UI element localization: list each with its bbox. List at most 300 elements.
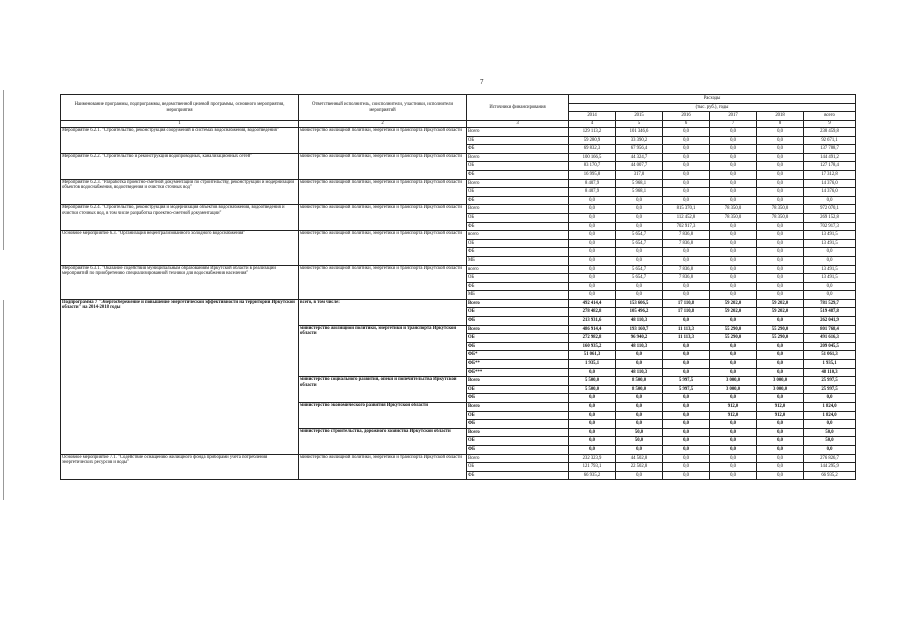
- value-cell: 213 931,6: [569, 317, 616, 326]
- value-cell: 92 671,1: [804, 136, 856, 145]
- value-cell: 0,0: [757, 463, 804, 472]
- value-cell: 262 041,9: [804, 317, 856, 326]
- table-row: [61, 265, 856, 274]
- value-cell: 78 350,0: [710, 213, 757, 222]
- value-cell: 50,0: [804, 437, 856, 446]
- value-cell: 912,0: [710, 411, 757, 420]
- activity-name: Мероприятие 6.3.1. "Оказание содействия муниципальным образованиям Иркутской области в реализации мероприятий по приобретению специализированной техники для водоснабжения населения": [61, 265, 299, 299]
- value-cell: 193 160,7: [616, 325, 663, 334]
- column-number: 4: [569, 121, 616, 128]
- value-cell: 7 836,8: [663, 231, 710, 240]
- value-cell: 8 500,0: [616, 385, 663, 394]
- value-cell: 272 982,8: [569, 334, 616, 343]
- value-cell: 78 350,0: [710, 205, 757, 214]
- value-cell: 0,0: [757, 136, 804, 145]
- value-cell: 317,0: [616, 170, 663, 179]
- value-cell: 69 832,3: [569, 145, 616, 154]
- value-cell: 486 914,4: [569, 325, 616, 334]
- executor-name: министерство жилищной политики, энергетики и транспорта Иркутской области: [299, 205, 467, 231]
- source-cell: всего: [467, 265, 569, 274]
- value-cell: 3 000,0: [757, 385, 804, 394]
- executor-name: министерство жилищной политики, энергетики и транспорта Иркутской области: [299, 325, 467, 377]
- value-cell: 55 290,0: [757, 325, 804, 334]
- value-cell: 0,0: [710, 153, 757, 162]
- value-cell: 0,0: [710, 196, 757, 205]
- value-cell: 0,0: [710, 463, 757, 472]
- value-cell: 0,0: [616, 291, 663, 300]
- value-cell: 0,0: [757, 274, 804, 283]
- value-cell: 781 529,7: [804, 299, 856, 308]
- value-cell: 0,0: [663, 248, 710, 257]
- value-cell: 0,0: [757, 248, 804, 257]
- value-cell: 1 824,0: [804, 403, 856, 412]
- value-cell: 7 836,8: [663, 265, 710, 274]
- value-cell: 0,0: [710, 231, 757, 240]
- source-cell: ФБ: [467, 471, 569, 480]
- value-cell: 14 376,0: [804, 179, 856, 188]
- value-cell: 0,0: [710, 317, 757, 326]
- value-cell: 0,0: [569, 256, 616, 265]
- value-cell: 33 390,2: [616, 136, 663, 145]
- value-cell: 0,0: [757, 291, 804, 300]
- value-cell: 278 482,8: [569, 308, 616, 317]
- executor-name: министерство жилищной политики, энергетики и транспорта Иркутской области: [299, 128, 467, 154]
- value-cell: 96 940,2: [616, 334, 663, 343]
- header-source: Источники финансирования: [467, 95, 569, 121]
- value-cell: 0,0: [663, 463, 710, 472]
- value-cell: 0,0: [710, 360, 757, 369]
- value-cell: 5 997,5: [663, 385, 710, 394]
- value-cell: 78 350,0: [757, 205, 804, 214]
- value-cell: 0,0: [616, 222, 663, 231]
- value-cell: 0,0: [663, 291, 710, 300]
- value-cell: 0,0: [663, 153, 710, 162]
- source-cell: ОБ: [467, 437, 569, 446]
- value-cell: 0,0: [710, 170, 757, 179]
- value-cell: 14 376,0: [804, 188, 856, 197]
- value-cell: 7 836,8: [663, 239, 710, 248]
- value-cell: 0,0: [663, 136, 710, 145]
- table-row: [61, 231, 856, 240]
- value-cell: 51 061,3: [804, 351, 856, 360]
- value-cell: 0,0: [757, 256, 804, 265]
- header-year: 2018: [757, 112, 804, 121]
- value-cell: 0,0: [569, 196, 616, 205]
- source-cell: ФБ: [467, 170, 569, 179]
- value-cell: 0,0: [569, 274, 616, 283]
- source-cell: всего: [467, 231, 569, 240]
- value-cell: 1 824,0: [804, 411, 856, 420]
- value-cell: 0,0: [710, 282, 757, 291]
- activity-name: Мероприятие 6.2.1. "Строительство, реконструкция сооружений в системах водоснабжения, водоотведения": [61, 128, 299, 154]
- value-cell: 67 956,4: [616, 145, 663, 154]
- value-cell: 17 110,8: [663, 308, 710, 317]
- source-cell: ОБ: [467, 308, 569, 317]
- value-cell: 59 202,0: [757, 308, 804, 317]
- value-cell: 0,0: [569, 368, 616, 377]
- source-cell: Всего: [467, 153, 569, 162]
- value-cell: 0,0: [804, 420, 856, 429]
- value-cell: 0,0: [710, 248, 757, 257]
- value-cell: 0,0: [569, 239, 616, 248]
- source-cell: ФБ: [467, 420, 569, 429]
- activity-name: Мероприятие 6.2.3. "Разработка проектно-сметной документации по строительству, реконструкции и модернизации объектов водоснабжения, водоотведения и очистки сточных вод": [61, 179, 299, 205]
- value-cell: 0,0: [757, 351, 804, 360]
- header-year: 2017: [710, 112, 757, 121]
- scan-edge-mark: [3, 300, 4, 500]
- value-cell: 0,0: [757, 153, 804, 162]
- value-cell: 55 290,0: [710, 325, 757, 334]
- value-cell: 0,0: [757, 239, 804, 248]
- column-number: 9: [804, 121, 856, 128]
- value-cell: 55 290,0: [710, 334, 757, 343]
- value-cell: 0,0: [757, 222, 804, 231]
- column-number: 8: [757, 121, 804, 128]
- executor-name: министерство жилищной политики, энергетики и транспорта Иркутской области: [299, 153, 467, 179]
- header-year: 2016: [663, 112, 710, 121]
- value-cell: 0,0: [663, 317, 710, 326]
- value-cell: 0,0: [710, 188, 757, 197]
- value-cell: 0,0: [569, 291, 616, 300]
- source-cell: Всего: [467, 428, 569, 437]
- value-cell: 230 459,8: [804, 128, 856, 137]
- financing-table: [60, 94, 856, 480]
- activity-name: Мероприятие 6.2.2. "Строительство и реконструкция водопроводных, канализационных сетей": [61, 153, 299, 179]
- value-cell: 0,0: [757, 342, 804, 351]
- value-cell: 5 654,7: [616, 239, 663, 248]
- value-cell: 44 502,8: [616, 454, 663, 463]
- value-cell: 0,0: [710, 136, 757, 145]
- value-cell: 0,0: [710, 291, 757, 300]
- table-row: [61, 128, 856, 137]
- value-cell: 0,0: [757, 445, 804, 454]
- source-cell: ОБ: [467, 334, 569, 343]
- executor-name: министерство жилищной политики, энергетики и транспорта Иркутской области: [299, 265, 467, 299]
- value-cell: 232 323,9: [569, 454, 616, 463]
- value-cell: 0,0: [710, 368, 757, 377]
- value-cell: 491 616,3: [804, 334, 856, 343]
- value-cell: 153 606,5: [616, 299, 663, 308]
- value-cell: 0,0: [616, 411, 663, 420]
- value-cell: 48 110,3: [616, 317, 663, 326]
- value-cell: 0,0: [663, 445, 710, 454]
- executor-name: министерство экономического развития Иркутской области: [299, 403, 467, 429]
- executor-name: всего, в том числе:: [299, 299, 467, 325]
- value-cell: 0,0: [757, 394, 804, 403]
- value-cell: 0,0: [616, 445, 663, 454]
- source-cell: ФБ: [467, 445, 569, 454]
- value-cell: 11 113,3: [663, 325, 710, 334]
- value-cell: 0,0: [569, 420, 616, 429]
- value-cell: 209 045,5: [804, 342, 856, 351]
- value-cell: 13 491,5: [804, 231, 856, 240]
- value-cell: 0,0: [569, 411, 616, 420]
- value-cell: 25 997,5: [804, 377, 856, 386]
- value-cell: 0,0: [616, 256, 663, 265]
- activity-name: Основное мероприятие 6.3. "Организация нецентрализованного холодного водоснабжения": [61, 231, 299, 265]
- value-cell: 5 968,1: [616, 188, 663, 197]
- value-cell: 0,0: [710, 265, 757, 274]
- value-cell: 0,0: [757, 317, 804, 326]
- header-units: (тыс. руб.), годы: [569, 104, 856, 112]
- value-cell: 0,0: [710, 394, 757, 403]
- value-cell: 101 346,6: [616, 128, 663, 137]
- value-cell: 44 324,7: [616, 153, 663, 162]
- value-cell: 0,0: [710, 239, 757, 248]
- value-cell: 912,0: [757, 403, 804, 412]
- value-cell: 0,0: [710, 351, 757, 360]
- header-year: 2014: [569, 112, 616, 121]
- value-cell: 59 202,0: [757, 299, 804, 308]
- value-cell: 121 793,1: [569, 463, 616, 472]
- value-cell: 144 491,2: [804, 153, 856, 162]
- value-cell: 0,0: [616, 351, 663, 360]
- value-cell: 0,0: [663, 179, 710, 188]
- value-cell: 0,0: [757, 231, 804, 240]
- value-cell: 0,0: [569, 394, 616, 403]
- value-cell: 0,0: [616, 282, 663, 291]
- value-cell: 127 178,4: [804, 162, 856, 171]
- value-cell: 11 113,3: [663, 334, 710, 343]
- value-cell: 0,0: [616, 205, 663, 214]
- value-cell: 0,0: [710, 471, 757, 480]
- header-year: 2015: [616, 112, 663, 121]
- executor-name: министерство строительства, дорожного хозяйства Иркутской области: [299, 428, 467, 454]
- value-cell: 0,0: [616, 360, 663, 369]
- value-cell: 0,0: [663, 428, 710, 437]
- value-cell: 3 000,0: [757, 377, 804, 386]
- value-cell: 17 312,8: [804, 170, 856, 179]
- value-cell: 50,0: [616, 428, 663, 437]
- value-cell: 59 280,9: [569, 136, 616, 145]
- source-cell: ФБ: [467, 222, 569, 231]
- source-cell: Всего: [467, 454, 569, 463]
- page-number: 7: [480, 78, 484, 86]
- source-cell: ФБ: [467, 342, 569, 351]
- value-cell: 0,0: [804, 248, 856, 257]
- column-number: 6: [663, 121, 710, 128]
- source-cell: ФБ**: [467, 360, 569, 369]
- value-cell: 0,0: [757, 437, 804, 446]
- source-cell: Всего: [467, 325, 569, 334]
- column-numbers-row: [61, 121, 856, 128]
- value-cell: 144 295,9: [804, 463, 856, 472]
- source-cell: ФБ: [467, 394, 569, 403]
- value-cell: 0,0: [663, 282, 710, 291]
- value-cell: 78 350,0: [757, 213, 804, 222]
- value-cell: 129 113,2: [569, 128, 616, 137]
- value-cell: 0,0: [663, 351, 710, 360]
- value-cell: 66 935,2: [804, 471, 856, 480]
- value-cell: 0,0: [757, 368, 804, 377]
- value-cell: 0,0: [616, 471, 663, 480]
- value-cell: 13 491,5: [804, 274, 856, 283]
- value-cell: 0,0: [569, 282, 616, 291]
- source-cell: ФБ: [467, 282, 569, 291]
- value-cell: 0,0: [757, 196, 804, 205]
- executor-name: министерство социального развития, опеки и попечительства Иркутской области: [299, 377, 467, 403]
- table-row: [61, 179, 856, 188]
- table-row: [61, 153, 856, 162]
- value-cell: 912,0: [757, 411, 804, 420]
- value-cell: 0,0: [710, 145, 757, 154]
- value-cell: 702 917,3: [804, 222, 856, 231]
- source-cell: Всего: [467, 205, 569, 214]
- value-cell: 276 826,7: [804, 454, 856, 463]
- value-cell: 0,0: [663, 256, 710, 265]
- activity-name: Основное мероприятие 7.1. "Содействие оснащению жилищного фонда приборами учета потребления энергетических ресурсов и воды": [61, 454, 299, 480]
- value-cell: 0,0: [663, 342, 710, 351]
- header-name: Наименование программы, подпрограммы, ведомственной целевой программы, основного мероприятия, мероприятия: [61, 95, 299, 121]
- value-cell: 0,0: [569, 428, 616, 437]
- value-cell: 8 500,0: [616, 377, 663, 386]
- value-cell: 972 070,1: [804, 205, 856, 214]
- value-cell: 0,0: [757, 360, 804, 369]
- column-number: 1: [61, 121, 299, 128]
- value-cell: 0,0: [616, 394, 663, 403]
- value-cell: 0,0: [804, 394, 856, 403]
- source-cell: Всего: [467, 403, 569, 412]
- value-cell: 0,0: [710, 437, 757, 446]
- source-cell: ОБ: [467, 188, 569, 197]
- value-cell: 17 110,8: [663, 299, 710, 308]
- value-cell: 0,0: [663, 196, 710, 205]
- value-cell: 0,0: [804, 291, 856, 300]
- header-expenses: Расходы: [569, 95, 856, 104]
- value-cell: 519 487,8: [804, 308, 856, 317]
- value-cell: 0,0: [757, 282, 804, 291]
- value-cell: 3 000,0: [710, 385, 757, 394]
- value-cell: 0,0: [757, 145, 804, 154]
- value-cell: 0,0: [757, 471, 804, 480]
- source-cell: ОБ: [467, 274, 569, 283]
- value-cell: 0,0: [616, 196, 663, 205]
- value-cell: 0,0: [569, 231, 616, 240]
- value-cell: 0,0: [663, 437, 710, 446]
- value-cell: 22 502,8: [616, 463, 663, 472]
- value-cell: 5 997,5: [663, 377, 710, 386]
- value-cell: 0,0: [569, 248, 616, 257]
- value-cell: 0,0: [757, 454, 804, 463]
- value-cell: 0,0: [569, 437, 616, 446]
- value-cell: 0,0: [616, 213, 663, 222]
- value-cell: 5 500,0: [569, 377, 616, 386]
- executor-name: министерство жилищной политики, энергетики и транспорта Иркутской области: [299, 231, 467, 265]
- value-cell: 0,0: [616, 248, 663, 257]
- value-cell: 1 935,1: [804, 360, 856, 369]
- value-cell: 0,0: [663, 471, 710, 480]
- value-cell: 50,0: [804, 428, 856, 437]
- value-cell: 0,0: [710, 162, 757, 171]
- value-cell: 492 414,4: [569, 299, 616, 308]
- value-cell: 0,0: [757, 162, 804, 171]
- column-number: 2: [299, 121, 467, 128]
- value-cell: 0,0: [569, 222, 616, 231]
- value-cell: 0,0: [804, 445, 856, 454]
- value-cell: 5 654,7: [616, 231, 663, 240]
- value-cell: 137 788,7: [804, 145, 856, 154]
- value-cell: 59 202,0: [710, 299, 757, 308]
- source-cell: Всего: [467, 299, 569, 308]
- value-cell: 0,0: [757, 179, 804, 188]
- value-cell: 44 007,7: [616, 162, 663, 171]
- activity-name: Мероприятие 6.2.4. "Строительство, реконструкция и модернизация объектов водоснабжения, водоотведения и очистки сточных вод, в том числе разработка проектно-сметной документации": [61, 205, 299, 231]
- source-cell: ФБ: [467, 317, 569, 326]
- table-row: [61, 454, 856, 463]
- value-cell: 55 290,0: [757, 334, 804, 343]
- value-cell: 0,0: [663, 403, 710, 412]
- value-cell: 5 654,7: [616, 274, 663, 283]
- value-cell: 0,0: [710, 128, 757, 137]
- value-cell: 0,0: [663, 188, 710, 197]
- source-cell: ОБ: [467, 385, 569, 394]
- value-cell: 0,0: [663, 145, 710, 154]
- value-cell: 48 110,3: [616, 342, 663, 351]
- value-cell: 0,0: [616, 403, 663, 412]
- source-cell: Всего: [467, 377, 569, 386]
- value-cell: 0,0: [710, 274, 757, 283]
- value-cell: 0,0: [757, 265, 804, 274]
- header-year: всего: [804, 112, 856, 121]
- value-cell: 0,0: [757, 428, 804, 437]
- value-cell: 0,0: [569, 213, 616, 222]
- value-cell: 0,0: [710, 428, 757, 437]
- value-cell: 0,0: [616, 420, 663, 429]
- value-cell: 7 836,8: [663, 274, 710, 283]
- value-cell: 0,0: [804, 196, 856, 205]
- source-cell: ОБ: [467, 213, 569, 222]
- source-cell: ОБ: [467, 463, 569, 472]
- value-cell: 5 968,1: [616, 179, 663, 188]
- value-cell: 8 407,9: [569, 179, 616, 188]
- value-cell: 1 935,1: [569, 360, 616, 369]
- column-number: 7: [710, 121, 757, 128]
- value-cell: 0,0: [710, 420, 757, 429]
- value-cell: 50,0: [616, 437, 663, 446]
- subprogram-name: Подпрограмма 7 "Энергосбережение и повышение энергетической эффективности на территории Иркутской области" на 2014-2018 годы: [61, 299, 299, 454]
- value-cell: 0,0: [663, 420, 710, 429]
- value-cell: 25 997,5: [804, 385, 856, 394]
- value-cell: 0,0: [710, 342, 757, 351]
- value-cell: 0,0: [663, 170, 710, 179]
- source-cell: ФБ: [467, 248, 569, 257]
- source-cell: ОБ: [467, 162, 569, 171]
- value-cell: 3 000,0: [710, 377, 757, 386]
- source-cell: Всего: [467, 179, 569, 188]
- value-cell: 160 935,2: [569, 342, 616, 351]
- executor-name: министерство жилищной политики, энергетики и транспорта Иркутской области: [299, 454, 467, 480]
- executor-name: министерство жилищной политики, энергетики и транспорта Иркутской области: [299, 179, 467, 205]
- value-cell: 0,0: [663, 360, 710, 369]
- source-cell: ФБ: [467, 145, 569, 154]
- source-cell: ФБ: [467, 196, 569, 205]
- value-cell: 0,0: [663, 411, 710, 420]
- value-cell: 105 496,2: [616, 308, 663, 317]
- value-cell: 0,0: [710, 454, 757, 463]
- value-cell: 0,0: [757, 170, 804, 179]
- value-cell: 0,0: [569, 265, 616, 274]
- value-cell: 0,0: [663, 394, 710, 403]
- value-cell: 83 170,7: [569, 162, 616, 171]
- value-cell: 51 061,3: [569, 351, 616, 360]
- value-cell: 0,0: [663, 368, 710, 377]
- source-cell: ОБ: [467, 239, 569, 248]
- value-cell: 0,0: [757, 420, 804, 429]
- value-cell: 0,0: [710, 179, 757, 188]
- value-cell: 0,0: [757, 128, 804, 137]
- table-row: [61, 299, 856, 308]
- value-cell: 0,0: [663, 128, 710, 137]
